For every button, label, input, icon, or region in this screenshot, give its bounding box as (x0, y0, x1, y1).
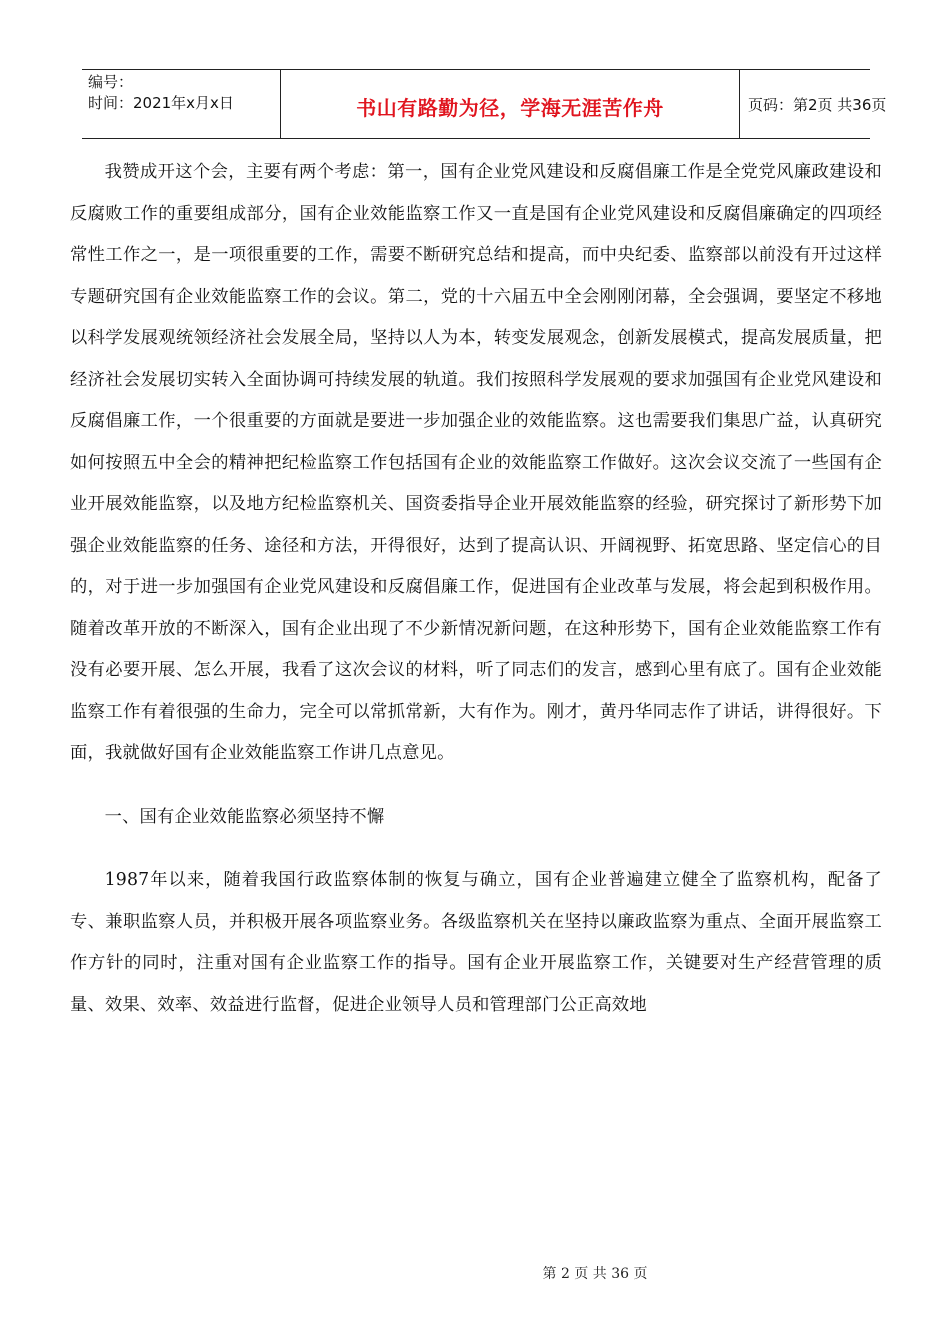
document-date-label: 时间：2021年x月x日 (88, 94, 234, 112)
section-heading: 一、国有企业效能监察必须坚持不懈 (104, 806, 385, 827)
document-header (82, 69, 887, 139)
page-footer (0, 1263, 950, 1283)
footer-page-indicator: 第 2 页 共 36 页 (542, 1266, 648, 1282)
header-motto-cell (280, 70, 740, 138)
document-number-label: 编号： (88, 73, 134, 91)
document-body (70, 152, 882, 1026)
header-meta-cell (82, 70, 280, 138)
header-motto: 书山有路勤为径，学海无涯苦作舟 (356, 96, 664, 120)
body-paragraph: 1987年以来，随着我国行政监察体制的恢复与确立，国有企业普遍建立健全了监察机构，配备了专、兼职监察人员，并积极开展各项监察业务。各级监察机关在坚持以廉政监察为重点、全面开展监察工作方针的同时，注重对国有企业监察工作的指导。国有企业开展监察工作，关键要对生产经营管理的质量、效果、效率、效益进行监督，促进企业领导人员和管理部门公正高效地 (70, 870, 882, 1015)
header-page-cell (740, 70, 887, 138)
header-page-code: 页码：第2页 共36页 (748, 96, 887, 114)
body-paragraph: 我赞成开这个会，主要有两个考虑：第一，国有企业党风建设和反腐倡廉工作是全党党风廉政建设和反腐败工作的重要组成部分，国有企业效能监察工作又一直是国有企业党风建设和反腐倡廉确定的四项经常性工作之一，是一项很重要的工作，需要不断研究总结和提高，而中央纪委、监察部以前没有开过这样专题研究国有企业效能监察工作的会议。第二，党的十六届五中全会刚刚闭幕，全会强调，要坚定不移地以科学发展观统领经济社会发展全局，坚持以人为本，转变发展观念，创新发展模式，提高发展质量，把经济社会发展切实转入全面协调可持续发展的轨道。我们按照科学发展观的要求加强国有企业党风建设和反腐倡廉工作，一个很重要的方面就是要进一步加强企业的效能监察。这也需要我们集思广益，认真研究如何按照五中全会的精神把纪检监察工作包括国有企业的效能监察工作做好。这次会议交流了一些国有企业开展效能监察，以及地方纪检监察机关、国资委指导企业开展效能监察的经验，研究探讨了新形势下加强企业效能监察的任务、途径和方法，开得很好，达到了提高认识、开阔视野、拓宽思路、坚定信心的目的，对于进一步加强国有企业党风建设和反腐倡廉工作，促进国有企业改革与发展，将会起到积极作用。随着改革开放的不断深入，国有企业出现了不少新情况新问题，在这种形势下，国有企业效能监察工作有没有必要开展、怎么开展，我看了这次会议的材料，听了同志们的发言，感到心里有底了。国有企业效能监察工作有着很强的生命力，完全可以常抓常新，大有作为。刚才，黄丹华同志作了讲话，讲得很好。下面，我就做好国有企业效能监察工作讲几点意见。 (70, 162, 882, 763)
